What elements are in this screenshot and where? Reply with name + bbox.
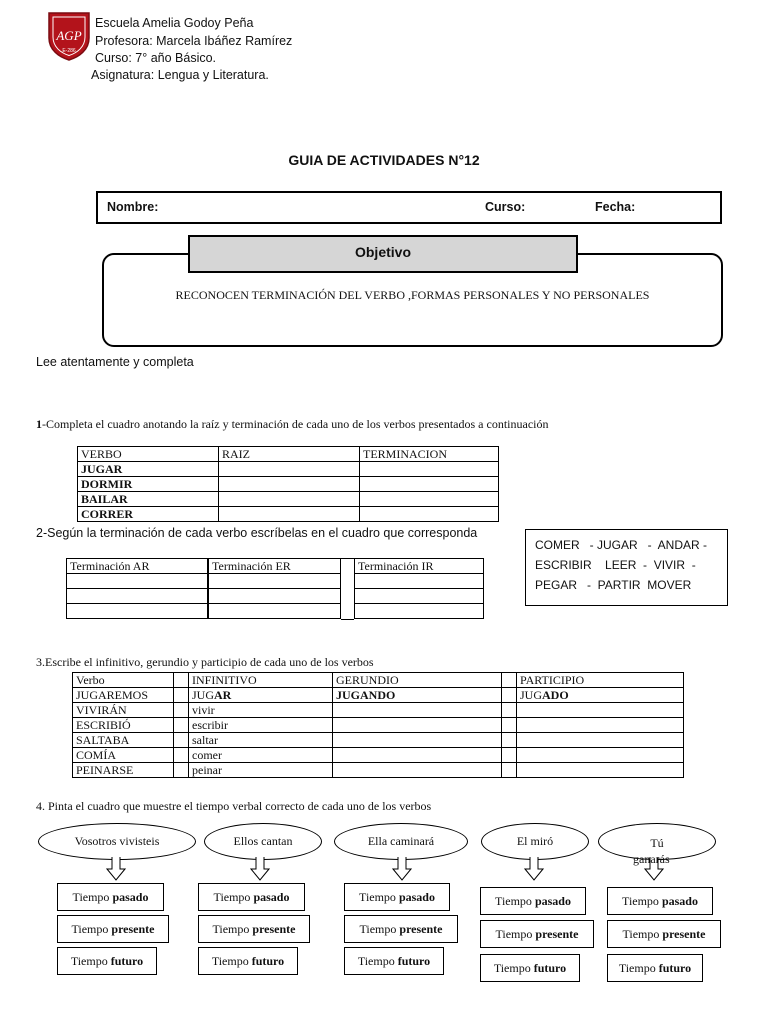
table-row <box>73 718 684 733</box>
school-name: Escuela Amelia Godoy Peña <box>95 16 254 30</box>
q3-gerund-cell[interactable] <box>333 718 502 733</box>
school-logo <box>46 10 92 62</box>
q3-header-verb: Verbo <box>73 673 174 688</box>
q1-root-cell[interactable] <box>219 477 360 492</box>
table-row <box>78 462 499 477</box>
q1-table <box>77 446 499 522</box>
q1-root-cell[interactable] <box>219 507 360 522</box>
q3-verb: VIVIRÁN <box>73 703 174 718</box>
arrow-down-icon <box>524 857 544 881</box>
tense-box-future[interactable]: Tiempo futuro <box>480 954 580 982</box>
q2-table-er <box>208 558 341 619</box>
tense-box-future[interactable]: Tiempo futuro <box>57 947 157 975</box>
phrase-oval: Ella caminará <box>334 823 468 860</box>
q3-header-participle: PARTICIPIO <box>517 673 684 688</box>
q3-gerund-cell[interactable] <box>333 703 502 718</box>
q1-header-ending: TERMINACION <box>360 447 499 462</box>
word-bank <box>525 529 728 606</box>
tense-box-past[interactable]: Tiempo pasado <box>57 883 164 911</box>
q3-verb: JUGAREMOS <box>73 688 174 703</box>
phrase-oval: Vosotros vivisteis <box>38 823 196 860</box>
course-line: Curso: 7° año Básico. <box>95 51 217 65</box>
objective-label: Objetivo <box>188 235 578 273</box>
logo-initials: AGP <box>56 28 82 43</box>
q2-table-ar <box>66 558 208 619</box>
q2-header-ir: Terminación IR <box>355 559 484 574</box>
phrase-continuation: ganarás <box>633 852 670 866</box>
q1-ending-cell[interactable] <box>360 462 499 477</box>
q3-header-gerund: GERUNDIO <box>333 673 502 688</box>
tense-box-past[interactable]: Tiempo pasado <box>344 883 450 911</box>
q3-infinitive: peinar <box>189 763 333 778</box>
q1-header-root: RAIZ <box>219 447 360 462</box>
q2-ir-cell[interactable] <box>355 574 484 589</box>
q1-verb: DORMIR <box>78 477 219 492</box>
q2-er-cell[interactable] <box>209 604 341 619</box>
q2-ar-cell[interactable] <box>67 604 208 619</box>
q2-instruction: 2-Según la terminación de cada verbo escríbelas en el cuadro que corresponda <box>36 526 478 540</box>
tense-box-present[interactable]: Tiempo presente <box>344 915 458 943</box>
q2-header-ar: Terminación AR <box>67 559 208 574</box>
tense-box-present[interactable]: Tiempo presente <box>607 920 721 948</box>
table-row <box>73 733 684 748</box>
name-label: Nombre: <box>107 200 159 214</box>
q1-root-cell[interactable] <box>219 492 360 507</box>
q3-infinitive: vivir <box>189 703 333 718</box>
phrase-oval: Tú <box>598 823 716 860</box>
q3-header-infinitive: INFINITIVO <box>189 673 333 688</box>
tense-box-present[interactable]: Tiempo presente <box>480 920 594 948</box>
q3-instruction: 3.Escribe el infinitivo, gerundio y participio de cada uno de los verbos <box>36 655 374 669</box>
intro-text: Lee atentamente y completa <box>36 355 194 369</box>
word-bank-line: ESCRIBIR LEER - VIVIR - <box>535 558 696 572</box>
tense-box-future[interactable]: Tiempo futuro <box>198 947 298 975</box>
q2-table-ir <box>354 558 484 619</box>
q2-header-er: Terminación ER <box>209 559 341 574</box>
teacher-name: Profesora: Marcela Ibáñez Ramírez <box>95 34 293 48</box>
tense-box-present[interactable]: Tiempo presente <box>57 915 169 943</box>
q1-ending-cell[interactable] <box>360 492 499 507</box>
arrow-down-icon <box>106 857 126 881</box>
page-title: GUIA DE ACTIVIDADES N°12 <box>288 152 480 168</box>
date-label: Fecha: <box>595 200 636 214</box>
course-label: Curso: <box>485 200 526 214</box>
word-bank-line: COMER - JUGAR - ANDAR - <box>535 538 708 552</box>
q1-instruction <box>36 417 548 432</box>
table-row <box>78 477 499 492</box>
q1-verb: CORRER <box>78 507 219 522</box>
q1-header-verb: VERBO <box>78 447 219 462</box>
q3-gerund-cell[interactable] <box>333 763 502 778</box>
q3-infinitive: escribir <box>189 718 333 733</box>
tense-box-future[interactable]: Tiempo futuro <box>344 947 444 975</box>
q3-participle-cell[interactable] <box>517 703 684 718</box>
q1-number: 1 <box>36 417 42 431</box>
tense-box-past[interactable]: Tiempo pasado <box>607 887 713 915</box>
q2-er-cell[interactable] <box>209 589 341 604</box>
q3-verb: SALTABA <box>73 733 174 748</box>
q1-verb: JUGAR <box>78 462 219 477</box>
word-bank-line: PEGAR - PARTIR MOVER <box>535 578 692 592</box>
q3-participle: JUGADO <box>517 688 684 703</box>
q3-participle-cell[interactable] <box>517 718 684 733</box>
tense-box-future[interactable]: Tiempo futuro <box>607 954 703 982</box>
q3-infinitive: JUGAR <box>189 688 333 703</box>
q2-ar-cell[interactable] <box>67 589 208 604</box>
objective-text: RECONOCEN TERMINACIÓN DEL VERBO ,FORMAS PERSONALES Y NO PERSONALES <box>175 288 650 302</box>
q3-infinitive: saltar <box>189 733 333 748</box>
q2-ir-cell[interactable] <box>355 589 484 604</box>
q2-ar-cell[interactable] <box>67 574 208 589</box>
q3-verb: COMÍA <box>73 748 174 763</box>
arrow-down-icon <box>250 857 270 881</box>
student-info-box <box>96 191 722 224</box>
table-row <box>73 763 684 778</box>
q3-gerund-cell[interactable] <box>333 748 502 763</box>
q2-divider <box>341 558 354 620</box>
q4-instruction: 4. Pinta el cuadro que muestre el tiempo verbal correcto de cada uno de los verbos <box>36 799 432 813</box>
subject-line: Asignatura: Lengua y Literatura. <box>91 68 269 82</box>
q1-ending-cell[interactable] <box>360 507 499 522</box>
logo-code: E-286 <box>62 48 76 54</box>
q3-infinitive: comer <box>189 748 333 763</box>
q3-participle-cell[interactable] <box>517 748 684 763</box>
q3-verb: ESCRIBIÓ <box>73 718 174 733</box>
table-row <box>73 748 684 763</box>
arrow-down-icon <box>392 857 412 881</box>
q3-participle-cell[interactable] <box>517 733 684 748</box>
q3-table <box>72 672 684 778</box>
table-row <box>73 703 684 718</box>
q1-root-cell[interactable] <box>219 462 360 477</box>
q2-ir-cell[interactable] <box>355 604 484 619</box>
tense-box-past[interactable]: Tiempo pasado <box>198 883 305 911</box>
table-row <box>73 688 684 703</box>
tense-box-past[interactable]: Tiempo pasado <box>480 887 586 915</box>
q3-gerund-cell[interactable] <box>333 733 502 748</box>
q3-verb: PEINARSE <box>73 763 174 778</box>
tense-box-present[interactable]: Tiempo presente <box>198 915 310 943</box>
q1-verb: BAILAR <box>78 492 219 507</box>
q2-er-cell[interactable] <box>209 574 341 589</box>
q1-ending-cell[interactable] <box>360 477 499 492</box>
q1-text: -Completa el cuadro anotando la raíz y terminación de cada uno de los verbos presentados a continuación <box>42 417 549 431</box>
q3-gerund: JUGANDO <box>333 688 502 703</box>
phrase-oval: El miró <box>481 823 589 860</box>
table-row <box>78 492 499 507</box>
q3-participle-cell[interactable] <box>517 763 684 778</box>
phrase-oval: Ellos cantan <box>204 823 322 860</box>
table-row <box>78 507 499 522</box>
